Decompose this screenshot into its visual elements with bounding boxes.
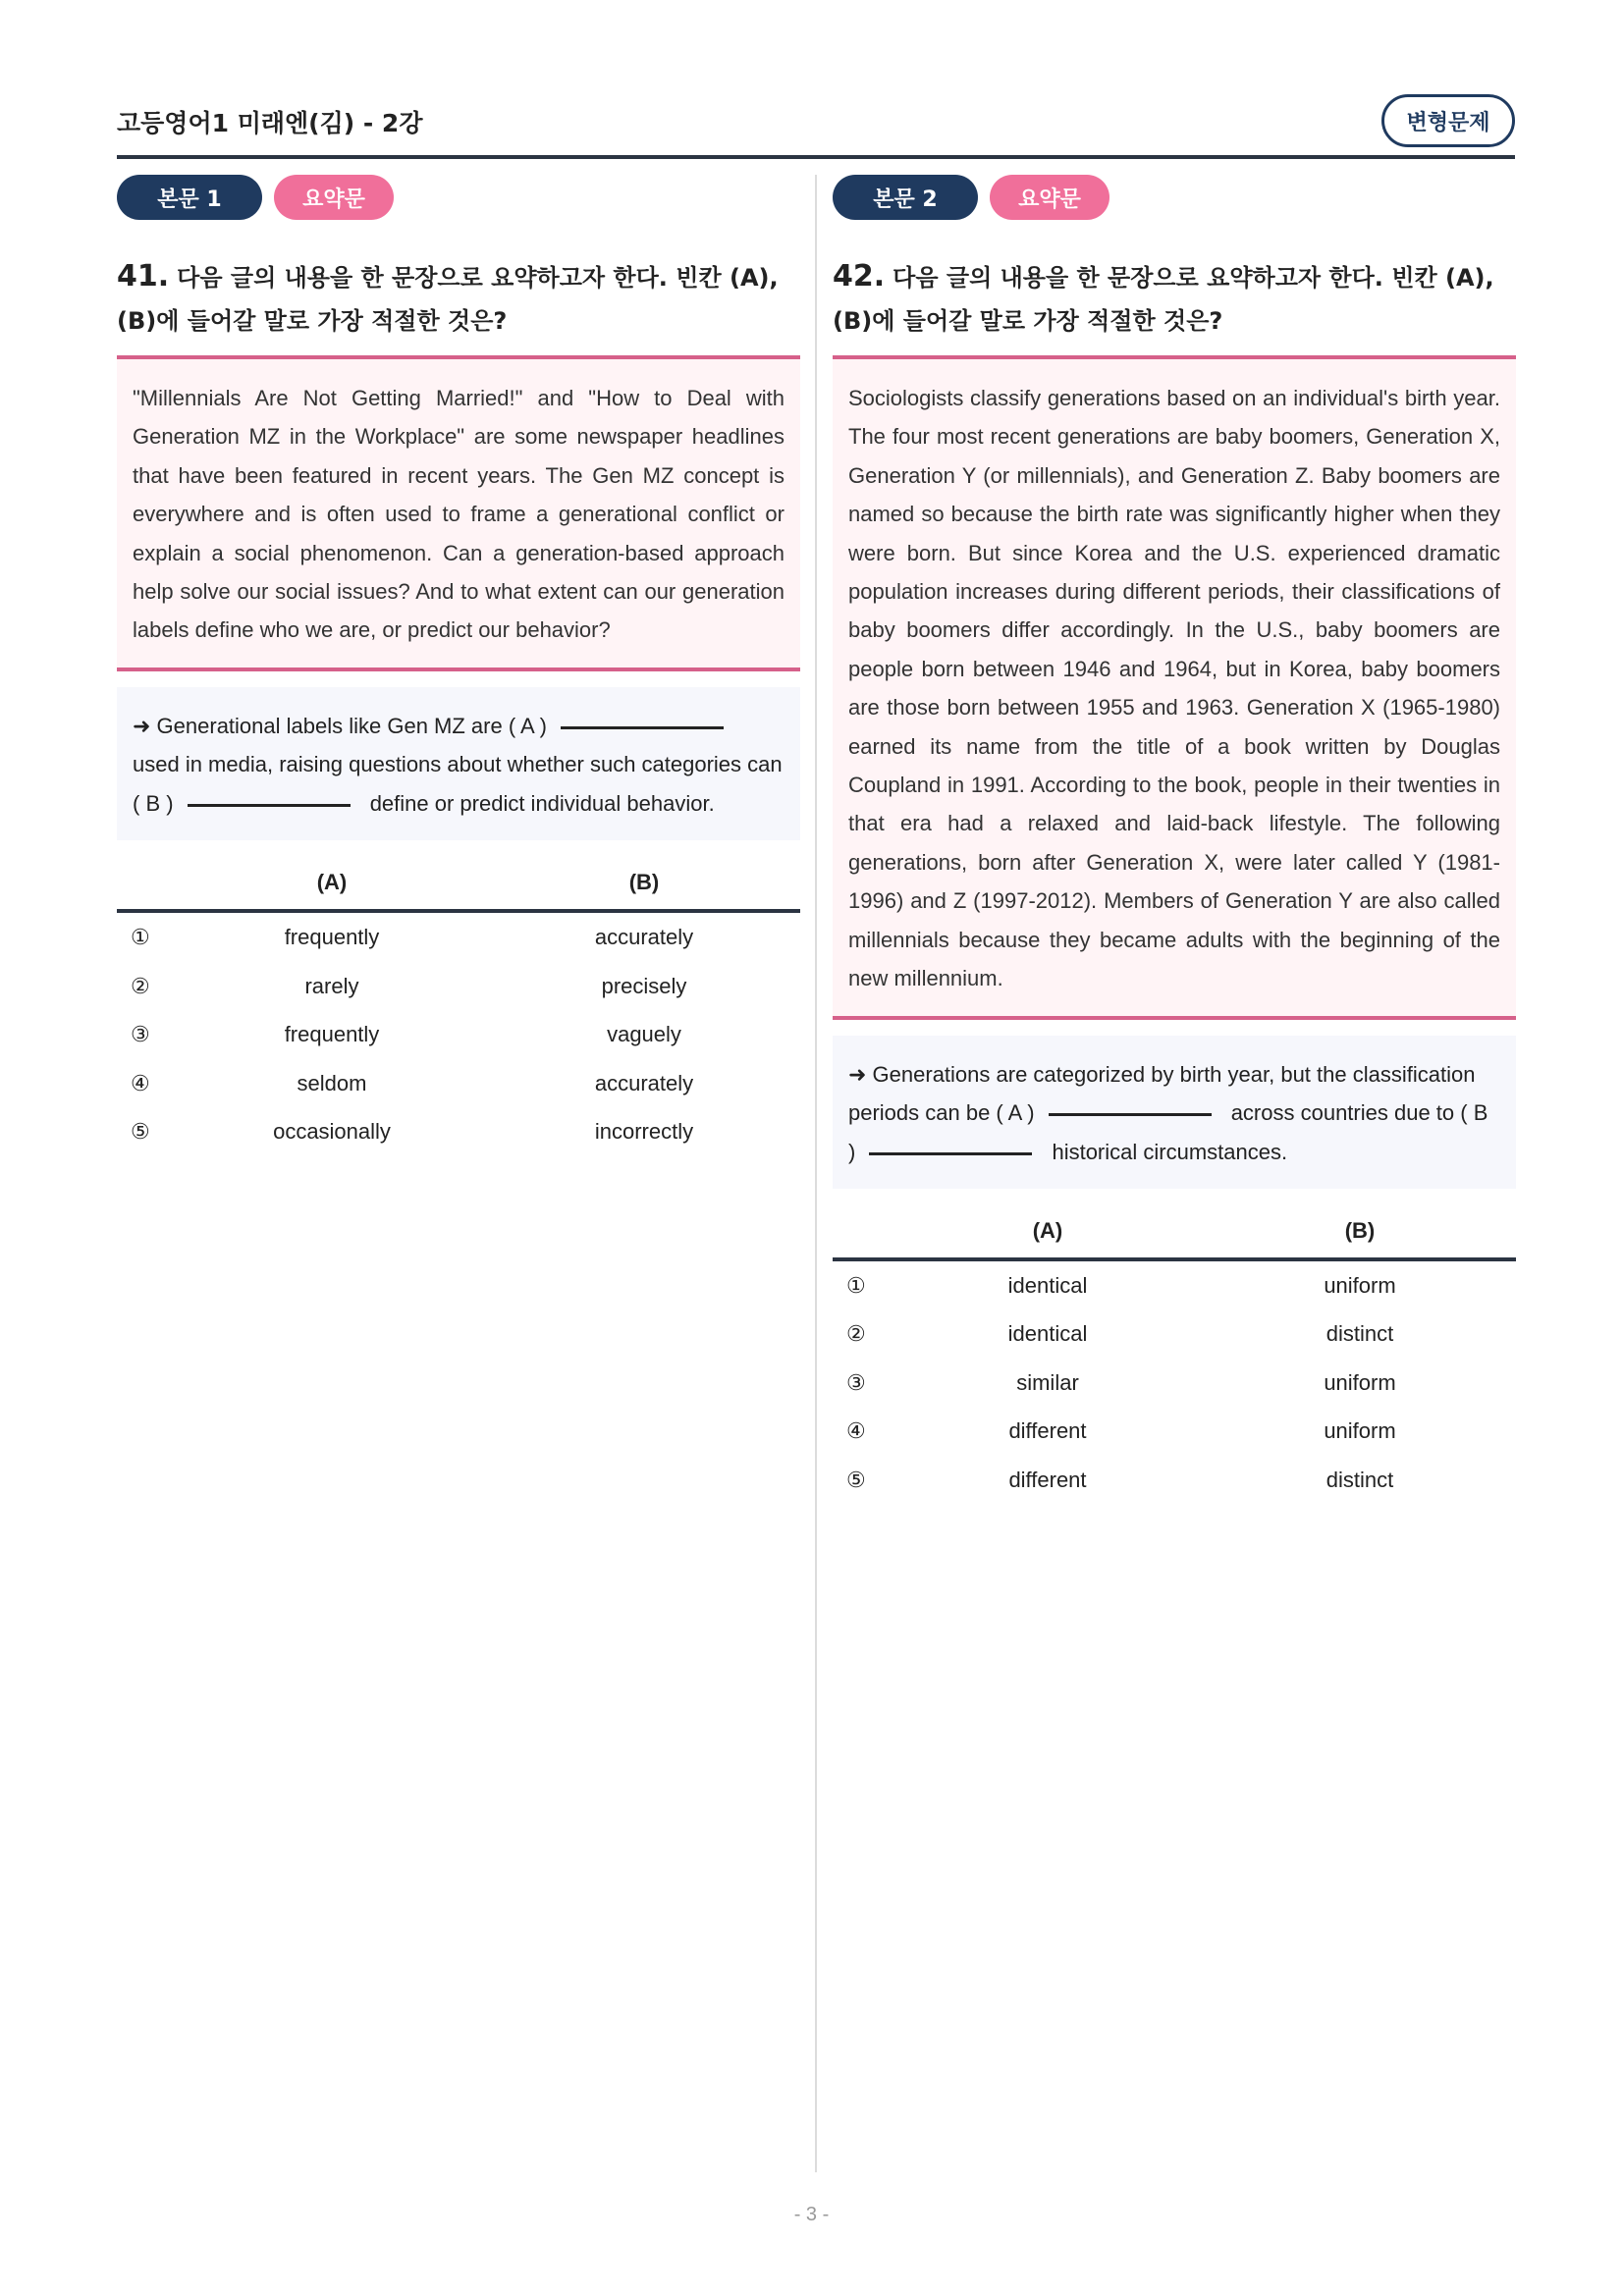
- question-text: 다음 글의 내용을 한 문장으로 요약하고자 한다. 빈칸 (A), (B)에 들어갈 말로 가장 적절한 것은?: [833, 264, 1494, 335]
- tag-row: [833, 175, 1516, 222]
- choice-a: seldom: [297, 1070, 367, 1095]
- page-number: - 3 -: [793, 2204, 830, 2225]
- type-tag: 요약문: [990, 175, 1109, 220]
- choice-row[interactable]: [833, 1408, 1516, 1457]
- choice-b-header: (B): [1344, 1218, 1376, 1243]
- page-header: [117, 94, 1515, 159]
- passage-box: Sociologists classify generations based on an individual's birth year. The four most recent generations are baby boomers, Generation X, Generation Y (or millennials), and Generation Z. Baby boomers are named so because the birth rate was significantly higher when they were born. But since Korea and the U.S. experienced dramatic population increases during different periods, their classifications of baby boomers differ accordingly. In the U.S., baby boomers are people born between 1946 and 1964, but in Korea, baby boomers are those born between 1955 and 1963. Generation X (1965-1980) earned its name from the title of a book written by Douglas Coupland in 1991. According to the book, people in their twenties in that era had a relaxed and laid-back lifestyle. The following generations, born after Generation X, were later called Y (1981-1996) and Z (1997-2012). Members of Generation Y are also called millennials because they became adults with the beginning of the new millennium.: [833, 355, 1516, 1020]
- choice-b: uniform: [1324, 1418, 1396, 1444]
- choice-row[interactable]: [833, 1261, 1516, 1310]
- choice-number: ⑤: [846, 1467, 866, 1492]
- tag-row: [117, 175, 800, 222]
- choice-b: distinct: [1325, 1467, 1394, 1492]
- choices-header: [117, 856, 800, 913]
- choice-a: rarely: [304, 973, 359, 998]
- passage-tag: 본문 1: [117, 175, 262, 220]
- summary-text-3: historical circumstances.: [1052, 1139, 1288, 1164]
- choice-row[interactable]: [117, 1107, 800, 1156]
- summary-text-3: define or predict individual behavior.: [369, 790, 715, 816]
- choice-b: uniform: [1324, 1369, 1396, 1395]
- blank-a: [1049, 1113, 1212, 1116]
- choice-a: frequently: [284, 925, 380, 950]
- choice-number: ②: [131, 973, 150, 998]
- choice-number: ①: [131, 925, 150, 950]
- choice-b: incorrectly: [594, 1119, 694, 1145]
- choice-row[interactable]: [117, 962, 800, 1011]
- choice-a: identical: [1007, 1272, 1088, 1298]
- choice-a: similar: [1016, 1369, 1079, 1395]
- choice-b: vaguely: [607, 1022, 681, 1047]
- choice-number: ⑤: [131, 1119, 150, 1145]
- choice-b-header: (B): [628, 870, 660, 895]
- page-title: 고등영어1 미래엔(김) - 2강: [117, 109, 423, 137]
- choice-row[interactable]: [833, 1456, 1516, 1505]
- passage-tag: 본문 2: [833, 175, 978, 220]
- choice-a: different: [1008, 1418, 1087, 1444]
- blank-b: [188, 804, 351, 807]
- summary-box: [833, 1036, 1516, 1190]
- choice-number: ②: [846, 1321, 866, 1347]
- question-number: 41.: [117, 259, 170, 294]
- choice-a: identical: [1007, 1321, 1088, 1347]
- blank-a: [561, 726, 724, 729]
- choice-a: different: [1008, 1467, 1087, 1492]
- question-41-column: [117, 175, 800, 1156]
- choice-b: precisely: [601, 973, 687, 998]
- question-42-column: [833, 175, 1516, 1505]
- choice-number: ①: [846, 1272, 866, 1298]
- type-tag: 요약문: [274, 175, 394, 220]
- choice-b: accurately: [594, 1070, 694, 1095]
- choice-b: uniform: [1324, 1272, 1396, 1298]
- choice-b: accurately: [594, 925, 694, 950]
- summary-text-2: used in media, raising questions about whether such categories can ( B ): [133, 752, 783, 816]
- choice-number: ③: [131, 1022, 150, 1047]
- summary-box: [117, 687, 800, 841]
- blank-b: [869, 1152, 1032, 1155]
- question-prompt: [117, 255, 800, 344]
- choice-number: ③: [846, 1369, 866, 1395]
- variant-badge: 변형문제: [1381, 94, 1515, 147]
- choice-row[interactable]: [117, 1010, 800, 1059]
- summary-text-1: ➜ Generational labels like Gen MZ are ( A ): [133, 713, 547, 738]
- choice-row[interactable]: [117, 1059, 800, 1108]
- choices-header: [833, 1204, 1516, 1261]
- choice-a: occasionally: [273, 1119, 391, 1145]
- choices-table: [833, 1204, 1516, 1505]
- column-divider: [815, 175, 817, 2172]
- choice-a-header: (A): [1032, 1218, 1063, 1243]
- choice-row[interactable]: [833, 1310, 1516, 1360]
- choice-a: frequently: [284, 1022, 380, 1047]
- question-number: 42.: [833, 259, 886, 294]
- choices-table: [117, 856, 800, 1156]
- question-prompt: [833, 255, 1516, 344]
- summary-text-2: across countries due to ( B ): [848, 1100, 1488, 1164]
- choice-row[interactable]: [833, 1359, 1516, 1408]
- choice-b: distinct: [1325, 1321, 1394, 1347]
- choice-a-header: (A): [316, 870, 348, 895]
- choice-row[interactable]: [117, 913, 800, 962]
- choice-number: ④: [846, 1418, 866, 1444]
- choice-number: ④: [131, 1070, 150, 1095]
- summary-text-1: ➜ Generations are categorized by birth year, but the classification periods can be ( A ): [848, 1061, 1476, 1125]
- passage-box: "Millennials Are Not Getting Married!" and "How to Deal with Generation MZ in the Workplace" are some newspaper headlines that have been featured in recent years. The Gen MZ concept is everywhere and is often used to frame a generational conflict or explain a social phenomenon. Can a generation-based approach help solve our social issues? And to what extent can our generation labels define who we are, or predict our behavior?: [117, 355, 800, 671]
- question-text: 다음 글의 내용을 한 문장으로 요약하고자 한다. 빈칸 (A), (B)에 들어갈 말로 가장 적절한 것은?: [117, 264, 779, 335]
